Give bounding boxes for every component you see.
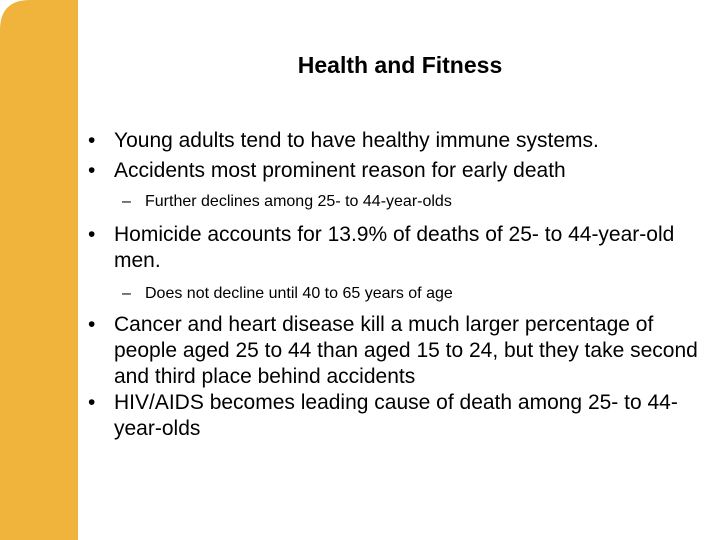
bullet-item bbox=[86, 128, 716, 154]
sub-bullet-marker: – bbox=[122, 285, 131, 302]
bullet-item bbox=[86, 222, 716, 274]
sub-bullet-text: Does not decline until 40 to 65 years of age bbox=[145, 285, 453, 302]
bullet-item bbox=[86, 158, 716, 184]
sub-bullet-marker: – bbox=[122, 193, 131, 210]
bullet-marker: • bbox=[88, 313, 96, 336]
bullet-marker: • bbox=[88, 223, 96, 246]
bullet-list bbox=[86, 128, 716, 442]
bullet-text: Young adults tend to have healthy immune systems. bbox=[114, 129, 599, 152]
bullet-marker: • bbox=[88, 129, 96, 152]
page-title: Health and Fitness bbox=[297, 52, 503, 78]
sub-bullet-text: Further declines among 25- to 44-year-olds bbox=[145, 193, 452, 210]
bullet-text: Homicide accounts for 13.9% of deaths of 25- to 44-year-old men. bbox=[114, 223, 675, 272]
bullet-text: HIV/AIDS becomes leading cause of death among 25- to 44-year-olds bbox=[114, 391, 678, 440]
bullet-marker: • bbox=[88, 159, 96, 182]
bullet-item bbox=[86, 390, 716, 442]
bullet-item bbox=[86, 312, 716, 390]
bullet-text: Cancer and heart disease kill a much larger percentage of people aged 25 to 44 than aged 15 to 24, but they take second and third place behind accidents bbox=[114, 313, 698, 388]
bullet-text: Accidents most prominent reason for early death bbox=[114, 159, 566, 182]
sub-bullet-item bbox=[86, 192, 716, 212]
bullet-marker: • bbox=[88, 391, 96, 414]
sub-bullet-item bbox=[86, 284, 716, 304]
